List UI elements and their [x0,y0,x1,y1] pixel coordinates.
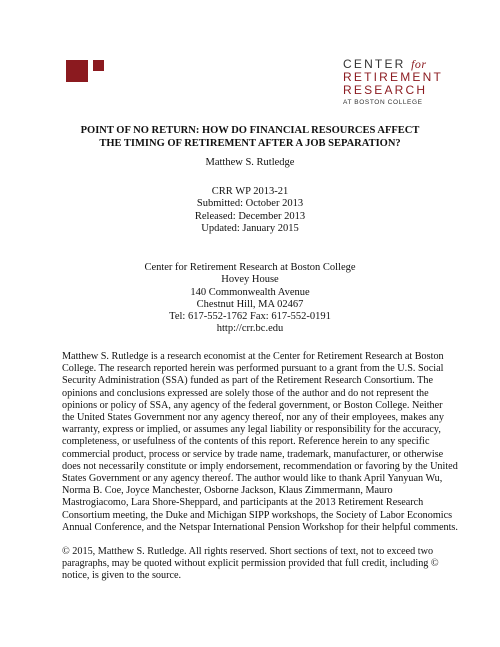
title-line: POINT OF NO RETURN: HOW DO FINANCIAL RESOURCES AFFECT [80,125,420,136]
copyright-paragraph [62,546,442,583]
address-phone: Tel: 617-552-1762 Fax: 617-552-0191 [169,311,331,323]
logo-word-for: for [411,57,427,71]
disclaimer-paragraph [62,351,458,534]
submitted-date: Submitted: October 2013 [196,198,304,210]
paragraph-line: States Government or any agency thereof. The author would like to thank April Yanyuan Wu, [62,473,443,485]
logo-word-retirement: RETIREMENT [343,70,443,84]
paper-title [0,124,500,150]
paragraph-line: paragraphs, may be quoted without explicit permission provided that full credit, including © [62,558,439,570]
paragraph-line: commercial product, process or service by trade name, trademark, manufacturer, or otherwise [62,448,444,460]
paragraph-line: opinions and conclusions expressed are solely those of the author and do not represent the [62,387,429,399]
released-date: Released: December 2013 [194,210,306,222]
working-paper-number: CRR WP 2013-21 [211,186,289,197]
paragraph-line: Matthew S. Rutledge is a research economist at the Center for Retirement Research at Boston [62,351,444,362]
logo-word-center: CENTER [343,57,406,71]
paragraph-line: Annual Conference, and the Netspar International Pension Workshop for their helpful comments. [62,521,458,533]
paragraph-line: © 2015, Matthew S. Rutledge. All rights reserved. Short sections of text, not to exceed two [62,546,434,557]
paragraph-line: the United States Government nor any agency thereof, nor any of their employees, makes any [62,412,444,424]
address-org: Center for Retirement Research at Boston College [144,262,356,273]
crr-logo [343,58,443,106]
paragraph-line: Mastrogiacomo, Lara Shore-Sheppard, and participants at the 2013 Retirement Research [62,497,424,509]
address-url-link[interactable]: http://crr.bc.edu [216,323,284,335]
logo-square-small [93,60,104,71]
paragraph-line: Security Administration (SSA) funded as part of the Retirement Research Consortium. The [62,375,434,387]
title-line: THE TIMING OF RETIREMENT AFTER A JOB SEPARATION? [99,138,401,149]
address-city: Chestnut Hill, MA 02467 [196,298,304,310]
paper-meta [0,186,500,235]
paragraph-line: warranty, express or implied, or assumes any legal liability or responsibility for the accuracy, [62,424,441,436]
address-street: 140 Commonwealth Avenue [190,286,310,298]
address-building: Hovey House [221,274,279,286]
paragraph-line: Consortium meeting, the Duke and Michigan SIPP workshops, the Society of Labor Economics [62,509,453,521]
contact-address [0,262,500,336]
author-name: Matthew S. Rutledge [205,157,295,168]
paragraph-line: completeness, or usefulness of the contents of this report. Reference herein to any specific [62,436,430,448]
paragraph-line: does not necessarily constitute or imply endorsement, recommendation or favoring by the United [62,460,458,472]
paragraph-line: College. The research reported herein was performed pursuant to a grant from the U.S. Social [62,363,444,375]
paragraph-line: notice, is given to the source. [62,570,182,582]
paragraph-line: Norma B. Coe, Joyce Manchester, Osborne Jackson, Klaus Zimmermann, Mauro [62,485,393,497]
logo-subtitle: AT BOSTON COLLEGE [343,99,423,106]
logo-word-research: RESEARCH [343,83,428,97]
paragraph-line: opinions or policy of SSA, any agency of the federal government, or Boston College. Neither [62,399,443,411]
logo-square-large [66,60,88,82]
updated-date: Updated: January 2015 [201,222,299,234]
